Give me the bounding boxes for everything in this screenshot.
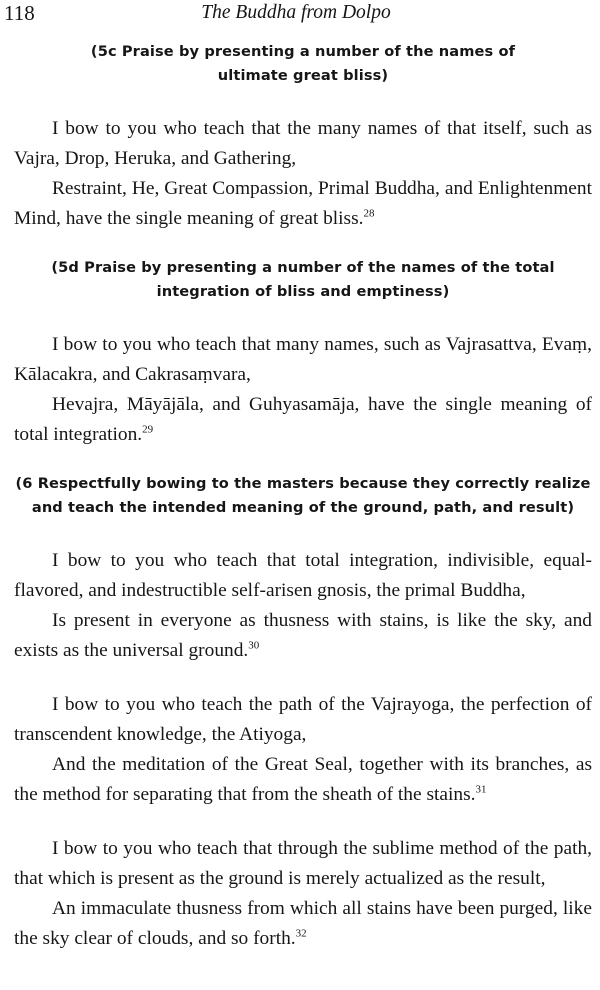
verse-line-1: I bow to you who teach that total integration, indivisible, equal-flavored, and indestructible self-arisen gnosis, the primal Buddha,: [14, 550, 592, 601]
verse: [14, 690, 592, 810]
verse: [14, 330, 592, 450]
section-heading-6: (6 Respectfully bowing to the masters because they correctly realize and teach the intended meaning of the ground, path, and result): [15, 475, 591, 516]
footnote-marker: 30: [248, 639, 260, 652]
verse-line-2: An immaculate thusness from which all stains have been purged, like the sky clear of clouds, and so forth.$^{32}$: [14, 898, 592, 949]
verse-line-1: I bow to you who teach that the many names of that itself, such as Vajra, Drop, Heruka, and Gathering,: [14, 118, 592, 169]
footnote-marker: 28: [363, 207, 375, 220]
section-heading-5c: (5c Praise by presenting a number of the names of ultimate great bliss): [90, 43, 516, 84]
footnote-marker: 31: [475, 783, 487, 796]
verse-line-2: Hevajra, Māyājāla, and Guhyasamāja, have the single meaning of total integration.$^{29}$: [14, 394, 592, 445]
verse-line-1: I bow to you who teach the path of the Vajrayoga, the perfection of transcendent knowledge, the Atiyoga,: [14, 694, 592, 745]
verse-line-2: Is present in everyone as thusness with stains, is like the sky, and exists as the universal ground.$^{30}$: [14, 610, 592, 661]
verse-line-2: And the meditation of the Great Seal, together with its branches, as the method for separating that from the sheath of the stains.$^{31}$: [14, 754, 592, 805]
running-title: The Buddha from Dolpo: [201, 2, 391, 23]
page-number: 118: [4, 1, 35, 25]
running-head: [4, 1, 588, 27]
verse-line-1: I bow to you who teach that through the sublime method of the path, that which is present as the ground is merely actualized as the result,: [14, 838, 592, 889]
verse-line-1: I bow to you who teach that many names, such as Vajrasattva, Evaṃ, Kālacakra, and Cakrasaṃvara,: [14, 334, 592, 385]
verse-line-2: Restraint, He, Great Compassion, Primal Buddha, and Enlightenment Mind, have the single meaning of great bliss.$^{28}$: [14, 178, 592, 229]
page-content: [14, 40, 592, 974]
section-heading-5d: (5d Praise by presenting a number of the names of the total integration of bliss and emptiness): [51, 259, 555, 300]
footnote-marker: 29: [142, 423, 154, 436]
footnote-marker: 32: [295, 927, 307, 940]
verse: [14, 546, 592, 666]
verse: [14, 834, 592, 954]
verse: [14, 114, 592, 234]
